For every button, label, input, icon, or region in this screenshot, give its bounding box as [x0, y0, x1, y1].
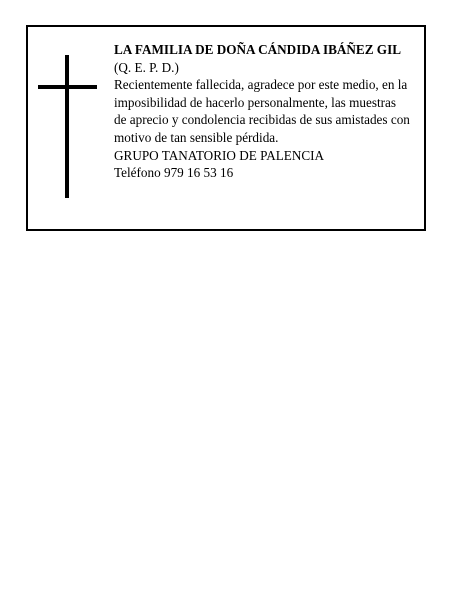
cross-horizontal-bar	[38, 85, 97, 89]
funeral-company: GRUPO TANATORIO DE PALENCIA	[114, 147, 325, 163]
obituary-notice	[26, 25, 426, 231]
cross-vertical-bar	[65, 55, 69, 198]
family-title: LA FAMILIA DE DOÑA CÁNDIDA IBÁÑEZ GIL	[114, 42, 401, 57]
message-line-4: motivo de tan sensible pérdida.	[114, 129, 279, 145]
notice-text-block	[114, 41, 424, 182]
message-line-3: de aprecio y condolencia recibidas de sus amistades con	[114, 112, 410, 128]
phone-number: Teléfono 979 16 53 16	[114, 165, 234, 181]
gratitude-message	[114, 76, 424, 146]
message-line-2: imposibilidad de hacerlo personalmente, las muestras	[114, 94, 396, 110]
message-line-1: Recientemente fallecida, agradece por este medio, en la	[114, 77, 408, 93]
qepd-abbreviation: (Q. E. P. D.)	[114, 59, 179, 75]
